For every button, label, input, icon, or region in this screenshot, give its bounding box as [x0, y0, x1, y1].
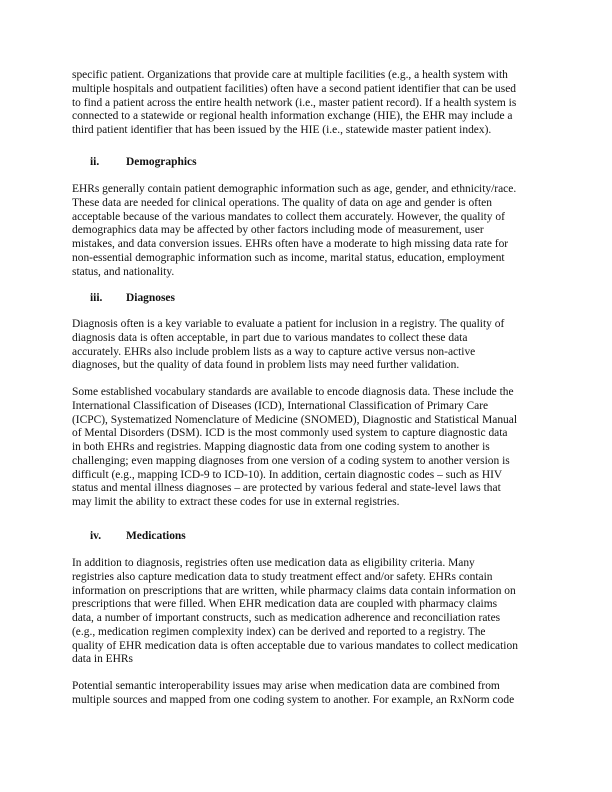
text-line: registries also capture medication data to study treatment effect and/or safety. EHRs contain — [72, 570, 493, 583]
section-number: ii. — [90, 156, 100, 168]
text-line: specific patient. Organizations that provide care at multiple facilities (e.g., a health system with — [72, 69, 508, 81]
text-line: EHRs generally contain patient demographic information such as age, gender, and ethnicity/race. — [72, 183, 517, 195]
paragraph-diagnoses-vocabulary — [72, 386, 540, 510]
text-line: In addition to diagnosis, registries often use medication data as eligibility criteria. Many — [72, 557, 475, 569]
section-number: iv. — [90, 530, 102, 542]
text-line: diagnoses, but the quality of data found in problem lists may need further validation. — [72, 359, 460, 372]
text-line: status and mental illness diagnoses – are protected by various federal and state-level laws that — [72, 482, 501, 495]
paragraph-patient-identifiers — [72, 69, 540, 138]
text-line: Some established vocabulary standards are available to encode diagnosis data. These include the — [72, 386, 514, 398]
text-line: challenging; even mapping diagnoses from one version of a coding system to another version is — [72, 454, 510, 467]
text-line: International Classification of Diseases (ICD), International Classification of Primary Care — [72, 399, 489, 412]
text-line: Potential semantic interoperability issues may arise when medication data are combined from — [72, 680, 500, 692]
text-line: multiple sources and mapped from one coding system to another. For example, an RxNorm code — [72, 693, 515, 706]
text-line: difficult (e.g., mapping ICD-9 to ICD-10). In addition, certain diagnostic codes – such as HIV — [72, 468, 503, 481]
section-title: Diagnoses — [126, 292, 175, 304]
text-line: demographics data may be affected by other factors including mode of measurement, user — [72, 224, 484, 237]
text-line: connected to a statewide or regional health information exchange (HIE), the EHR may include a — [72, 110, 513, 123]
text-line: Diagnosis often is a key variable to evaluate a patient for inclusion in a registry. The quality of — [72, 318, 505, 330]
text-line: status, and nationality. — [72, 265, 175, 278]
text-line: These data are needed for clinical operations. The quality of data on age and gender is often — [72, 196, 492, 209]
section-title: Demographics — [126, 156, 197, 168]
section-title: Medications — [126, 530, 186, 542]
text-line: multiple hospitals and outpatient facilities) often have a second patient identifier that can be used — [72, 82, 517, 95]
text-line: non-essential demographic information such as income, marital status, education, employment — [72, 251, 505, 264]
text-line: prescriptions that were filled. When EHR medication data are coupled with pharmacy claims — [72, 598, 498, 611]
text-line: (ICPC), Systematized Nomenclature of Medicine (SNOMED), Diagnostic and Statistical Manual — [72, 413, 518, 426]
text-line: accurately. EHRs also include problem lists as a way to capture active versus non-active — [72, 345, 476, 358]
text-line: third patient identifier that has been issued by the HIE (i.e., statewide master patient index). — [72, 124, 492, 136]
text-line: data in EHRs — [72, 653, 133, 666]
paragraph-demographics — [72, 183, 540, 279]
text-line: quality of EHR medication data is often acceptable due to various mandates to collect medication — [72, 639, 518, 652]
text-line: to find a patient across the entire health network (i.e., master patient record). If a health system is — [72, 96, 517, 109]
text-line: mistakes, and data conversion issues. EHRs often have a moderate to high missing data rate for — [72, 238, 509, 250]
paragraph-diagnoses-quality — [72, 318, 540, 373]
text-line: information on prescriptions that are written, while pharmacy claims data contain information on — [72, 584, 516, 597]
text-line: acceptable because of the various mandates to collect them accurately. However, the quality of — [72, 210, 505, 223]
paragraph-medications-eligibility — [72, 557, 540, 667]
text-line: in both EHRs and registries. Mapping diagnostic data from one coding system to another is — [72, 441, 490, 453]
text-line: data, a number of important constructs, such as medication adherence and reconciliation rates — [72, 612, 501, 624]
text-line: may limit the ability to extract these codes for use in external registries. — [72, 496, 400, 508]
section-number: iii. — [90, 292, 103, 304]
text-line: diagnosis data is often acceptable, in part due to various mandates to collect these data — [72, 331, 468, 344]
text-line: of Mental Disorders (DSM). ICD is the most commonly used system to capture diagnostic data — [72, 427, 508, 440]
text-line: (e.g., medication regimen complexity index) can be derived and reported to a registry. The — [72, 625, 486, 638]
paragraph-medications-interoperability — [72, 680, 540, 708]
